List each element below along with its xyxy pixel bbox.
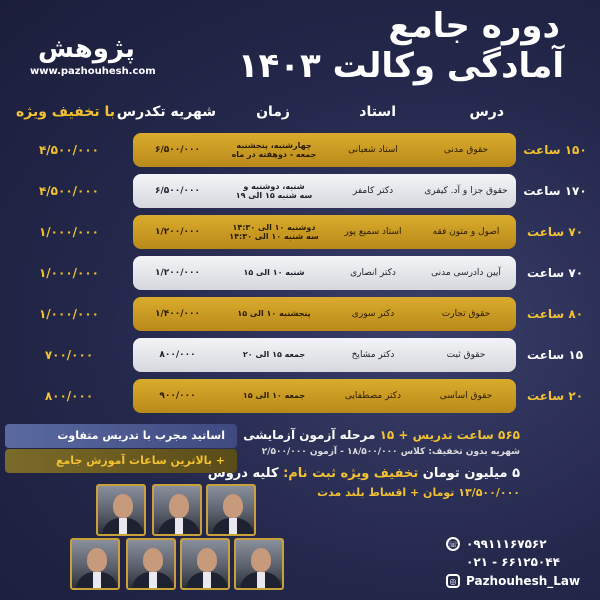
title-line-2: آمادگی وکالت ۱۴۰۳ (237, 46, 564, 86)
course-row[interactable] (133, 215, 516, 249)
header-discount: با تخفیف ویژه (16, 104, 116, 120)
feature-most-hours: + بالاترین ساعات آموزش جامع (5, 449, 237, 473)
course-discount-price: ۴/۵۰۰/۰۰۰ (38, 184, 100, 198)
course-teacher: استاد سمیع پور (344, 226, 402, 237)
course-hours: ۱۵ ساعت (526, 348, 584, 362)
header-course: درس (469, 104, 504, 120)
contact-instagram[interactable] (446, 574, 580, 588)
title-line-1: دوره جامع (388, 6, 560, 46)
contact-instagram-handle: Pazhouhesh_Law (466, 574, 581, 588)
course-name: حقوق مدنی (443, 144, 489, 155)
course-name: حقوق تجارت (441, 308, 491, 319)
contact-landline[interactable]: ۰۲۱ - ۶۶۱۲۵۰۴۴ (466, 555, 560, 569)
contact-phone-number: ۰۹۹۱۱۱۶۷۵۶۲ (466, 537, 547, 551)
instagram-icon: ◎ (446, 574, 460, 588)
course-discount-price: ۱/۰۰۰/۰۰۰ (38, 225, 100, 239)
course-row[interactable] (133, 133, 516, 167)
course-fee: ۶/۵۰۰/۰۰۰ (154, 185, 201, 196)
course-teacher: دکتر کامفر (352, 185, 394, 196)
course-discount-price: ۱/۰۰۰/۰۰۰ (38, 307, 100, 321)
course-name: اصول و متون فقه (432, 226, 500, 237)
info-discount-label: تخفیف ویژه ثبت نام: (283, 466, 419, 481)
info-hours-a: ۵۶۵ ساعت تدریس + ۱۵ (379, 428, 520, 442)
course-hours: ۸۰ ساعت (526, 307, 584, 321)
course-discount-price: ۸۰۰/۰۰۰ (44, 389, 94, 403)
course-row[interactable] (133, 338, 516, 372)
course-time: جمعه ۱۵ الی ۲۰ (242, 350, 306, 360)
course-teacher: استاد شعبانی (348, 144, 398, 155)
info-discount-scope: کلیه دروس (207, 466, 279, 481)
course-fee: ۱/۴۰۰/۰۰۰ (154, 308, 201, 319)
course-row[interactable] (133, 174, 516, 208)
course-fee: ۹۰۰/۰۰۰ (159, 390, 196, 401)
course-teacher: دکتر مشایخ (351, 349, 395, 360)
brand-url[interactable]: www.pazhouhesh.com (30, 66, 156, 77)
course-time: دوشنبه ۱۰ الی ۱۴:۳۰ سه شنبه ۱۰ الی ۱۴:۳۰ (229, 222, 319, 241)
feature-experienced-teachers: اساتید مجرب با تدریس متفاوت (5, 424, 237, 448)
info-hours (243, 428, 520, 442)
course-name: حقوق جزا و آد. کیفری (424, 185, 508, 196)
whatsapp-icon: ☏ (446, 537, 460, 551)
teacher-photo (96, 484, 146, 536)
course-hours: ۷۰ ساعت (526, 266, 584, 280)
info-fee-no-discount: شهریه بدون تخفیف: کلاس ۱۸/۵۰۰/۰۰۰ - آزمون ۲/۵۰۰/۰۰۰ (261, 447, 520, 457)
teacher-photo (180, 538, 230, 590)
course-row[interactable] (133, 297, 516, 331)
info-hours-b: مرحله آزمون آزمایشی (243, 428, 376, 442)
course-name: آیین دادرسی مدنی (431, 267, 501, 278)
info-total: ۱۳/۵۰۰/۰۰۰ تومان + اقساط بلند مدت (317, 486, 520, 499)
header-fee: شهریه تکدرس (116, 104, 216, 120)
teacher-photo (70, 538, 120, 590)
course-name: حقوق اساسی (439, 390, 493, 401)
course-time: شنبه، دوشنبه و سه شنبه ۱۵ الی ۱۹ (235, 181, 313, 200)
course-fee: ۱/۲۰۰/۰۰۰ (154, 226, 201, 237)
header-teacher: استاد (359, 104, 396, 120)
course-time: چهارشنبه، پنجشنبه جمعه - دوهفته در ماه (231, 140, 317, 159)
course-row[interactable] (133, 256, 516, 290)
course-teacher: دکتر انصاری (350, 267, 396, 278)
course-time: جمعه ۱۰ الی ۱۵ (242, 391, 306, 401)
course-fee: ۱/۲۰۰/۰۰۰ (154, 267, 201, 278)
info-discount (208, 466, 520, 481)
course-fee: ۶/۵۰۰/۰۰۰ (154, 144, 201, 155)
course-hours: ۲۰ ساعت (526, 389, 584, 403)
course-discount-price: ۱/۰۰۰/۰۰۰ (38, 266, 100, 280)
header-time: زمان (256, 104, 290, 120)
course-discount-price: ۷۰۰/۰۰۰ (44, 348, 94, 362)
course-hours: ۷۰ ساعت (526, 225, 584, 239)
teacher-photo (126, 538, 176, 590)
contact-phone[interactable] (446, 537, 547, 551)
teacher-photo (206, 484, 256, 536)
teacher-photo (234, 538, 284, 590)
course-row[interactable] (133, 379, 516, 413)
brand-logo: پژوهش (38, 34, 135, 64)
course-discount-price: ۴/۵۰۰/۰۰۰ (38, 143, 100, 157)
course-time: پنجشنبه ۱۰ الی ۱۵ (237, 309, 311, 319)
course-name: حقوق ثبت (446, 349, 486, 360)
course-hours: ۱۵۰ ساعت (523, 143, 587, 157)
course-time: شنبه ۱۰ الی ۱۵ (243, 268, 305, 278)
info-discount-amount: ۵ میلیون تومان (422, 466, 520, 481)
course-fee: ۸۰۰/۰۰۰ (159, 349, 196, 360)
course-hours: ۱۷۰ ساعت (523, 184, 587, 198)
course-teacher: دکتر مصطفایی (344, 390, 402, 401)
course-teacher: دکتر سوری (351, 308, 395, 319)
teacher-photo (152, 484, 202, 536)
